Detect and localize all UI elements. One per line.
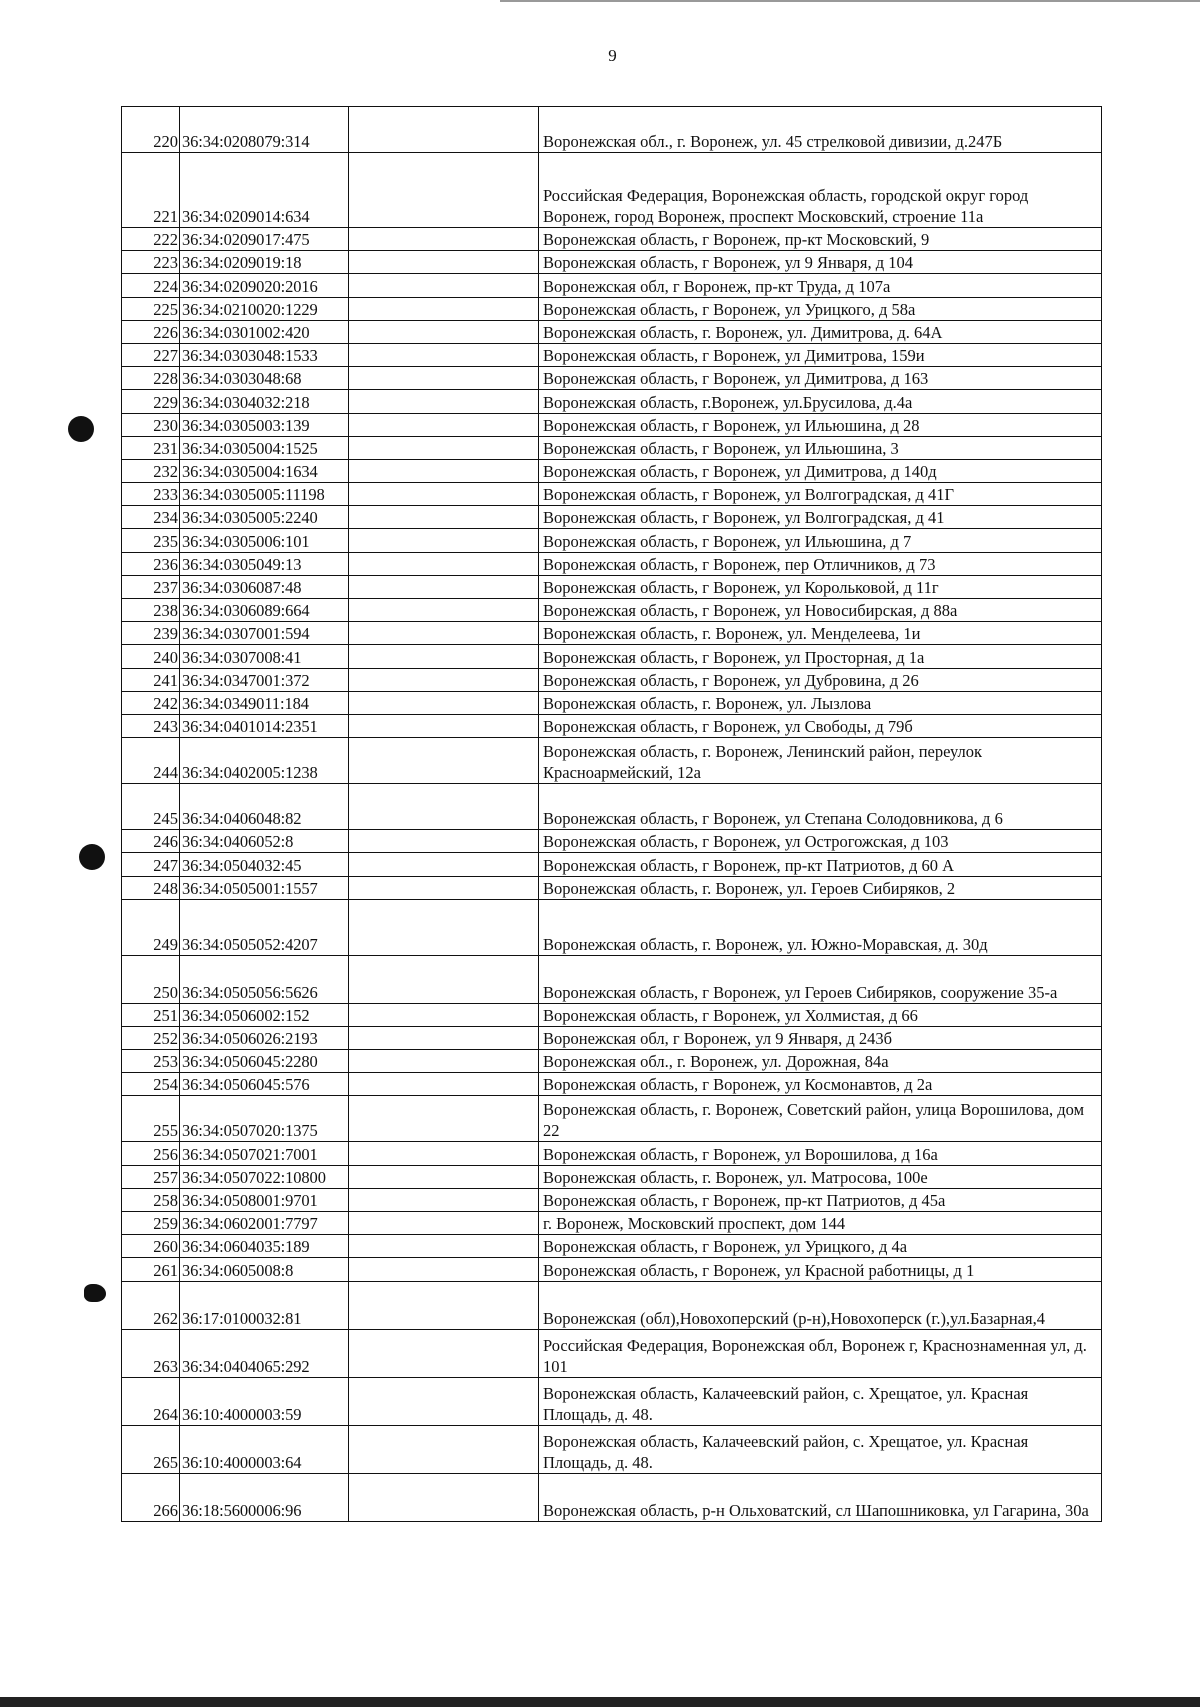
blank-cell (349, 1003, 539, 1026)
table-row (122, 668, 1102, 691)
blank-cell (349, 738, 539, 784)
registry-table (121, 106, 1102, 1522)
table-row (122, 459, 1102, 482)
blank-cell (349, 552, 539, 575)
cadastral-number-cell: 36:10:4000003:64 (180, 1425, 349, 1473)
table-row (122, 784, 1102, 830)
blank-cell (349, 343, 539, 366)
row-number-cell: 242 (122, 691, 180, 714)
table-row (122, 876, 1102, 899)
blank-cell (349, 459, 539, 482)
address-cell: Воронежская область, г Воронеж, пр-кт Патриотов, д 45а (539, 1188, 1102, 1211)
cadastral-number-cell: 36:34:0301002:420 (180, 320, 349, 343)
address-cell: Воронежская область, г Воронеж, ул Ильюшина, д 28 (539, 413, 1102, 436)
blank-cell (349, 1212, 539, 1235)
cadastral-number-cell: 36:34:0506045:2280 (180, 1050, 349, 1073)
table-row (122, 436, 1102, 459)
address-cell: Российская Федерация, Воронежская обл, Воронеж г, Краснознаменная ул, д. 101 (539, 1329, 1102, 1377)
address-cell: Воронежская область, г Воронеж, ул Урицкого, д 58а (539, 297, 1102, 320)
blank-cell (349, 1425, 539, 1473)
address-cell: Воронежская область, г Воронеж, ул Свободы, д 79б (539, 714, 1102, 737)
address-cell: г. Воронеж, Московский проспект, дом 144 (539, 1212, 1102, 1235)
cadastral-number-cell: 36:34:0210020:1229 (180, 297, 349, 320)
row-number-cell: 261 (122, 1258, 180, 1281)
row-number-cell: 233 (122, 483, 180, 506)
cadastral-number-cell: 36:34:0305004:1634 (180, 459, 349, 482)
blank-cell (349, 1329, 539, 1377)
row-number-cell: 254 (122, 1073, 180, 1096)
address-cell: Воронежская область, г Воронеж, ул Космонавтов, д 2а (539, 1073, 1102, 1096)
blank-cell (349, 691, 539, 714)
table-row (122, 1096, 1102, 1142)
row-number-cell: 235 (122, 529, 180, 552)
address-cell: Воронежская область, г Воронеж, ул Димитрова, д 140д (539, 459, 1102, 482)
row-number-cell: 224 (122, 274, 180, 297)
table-row (122, 575, 1102, 598)
table-row (122, 1212, 1102, 1235)
address-cell: Воронежская область, г Воронеж, ул Димитрова, д 163 (539, 367, 1102, 390)
cadastral-number-cell: 36:34:0504032:45 (180, 853, 349, 876)
blank-cell (349, 599, 539, 622)
cadastral-number-cell: 36:34:0305006:101 (180, 529, 349, 552)
cadastral-number-cell: 36:34:0305049:13 (180, 552, 349, 575)
address-cell: Воронежская область, г Воронеж, ул Героев Сибиряков, сооружение 35-а (539, 955, 1102, 1003)
row-number-cell: 220 (122, 107, 180, 153)
cadastral-number-cell: 36:34:0209020:2016 (180, 274, 349, 297)
blank-cell (349, 1142, 539, 1165)
table-row (122, 297, 1102, 320)
row-number-cell: 266 (122, 1473, 180, 1521)
cadastral-number-cell: 36:34:0307008:41 (180, 645, 349, 668)
cadastral-number-cell: 36:34:0604035:189 (180, 1235, 349, 1258)
row-number-cell: 251 (122, 1003, 180, 1026)
cadastral-number-cell: 36:34:0305005:11198 (180, 483, 349, 506)
blank-cell (349, 1165, 539, 1188)
row-number-cell: 223 (122, 251, 180, 274)
address-cell: Воронежская область, г. Воронеж, ул. Героев Сибиряков, 2 (539, 876, 1102, 899)
cadastral-number-cell: 36:34:0505052:4207 (180, 899, 349, 955)
blank-cell (349, 1073, 539, 1096)
address-cell: Воронежская область, г. Воронеж, ул. Лызлова (539, 691, 1102, 714)
row-number-cell: 226 (122, 320, 180, 343)
row-number-cell: 255 (122, 1096, 180, 1142)
table-row (122, 1050, 1102, 1073)
table-row (122, 1473, 1102, 1521)
table-row (122, 228, 1102, 251)
address-cell: Воронежская область, г Воронеж, ул Дубровина, д 26 (539, 668, 1102, 691)
blank-cell (349, 1188, 539, 1211)
table-row (122, 955, 1102, 1003)
table-row (122, 320, 1102, 343)
table-row (122, 413, 1102, 436)
cadastral-number-cell: 36:34:0406052:8 (180, 830, 349, 853)
punch-hole-mark (84, 1284, 106, 1302)
table-row (122, 274, 1102, 297)
row-number-cell: 222 (122, 228, 180, 251)
address-cell: Воронежская область, г. Воронеж, Советский район, улица Ворошилова, дом 22 (539, 1096, 1102, 1142)
cadastral-number-cell: 36:34:0305004:1525 (180, 436, 349, 459)
cadastral-number-cell: 36:34:0507022:10800 (180, 1165, 349, 1188)
table-row (122, 1165, 1102, 1188)
row-number-cell: 265 (122, 1425, 180, 1473)
table-row (122, 1003, 1102, 1026)
blank-cell (349, 228, 539, 251)
blank-cell (349, 955, 539, 1003)
address-cell: Воронежская область, г. Воронеж, ул. Димитрова, д. 64А (539, 320, 1102, 343)
blank-cell (349, 1377, 539, 1425)
blank-cell (349, 830, 539, 853)
row-number-cell: 259 (122, 1212, 180, 1235)
table-row (122, 390, 1102, 413)
cadastral-number-cell: 36:34:0406048:82 (180, 784, 349, 830)
cadastral-number-cell: 36:34:0347001:372 (180, 668, 349, 691)
scan-top-edge (500, 0, 1200, 2)
cadastral-number-cell: 36:18:5600006:96 (180, 1473, 349, 1521)
table-row (122, 622, 1102, 645)
blank-cell (349, 274, 539, 297)
row-number-cell: 231 (122, 436, 180, 459)
row-number-cell: 232 (122, 459, 180, 482)
row-number-cell: 250 (122, 955, 180, 1003)
cadastral-number-cell: 36:34:0505056:5626 (180, 955, 349, 1003)
row-number-cell: 225 (122, 297, 180, 320)
table-row (122, 107, 1102, 153)
table-row (122, 691, 1102, 714)
table-row (122, 1425, 1102, 1473)
blank-cell (349, 1235, 539, 1258)
row-number-cell: 247 (122, 853, 180, 876)
address-cell: Воронежская обл, г Воронеж, пр-кт Труда, д 107а (539, 274, 1102, 297)
row-number-cell: 240 (122, 645, 180, 668)
blank-cell (349, 367, 539, 390)
row-number-cell: 256 (122, 1142, 180, 1165)
address-cell: Воронежская область, г Воронеж, ул 9 Января, д 104 (539, 251, 1102, 274)
row-number-cell: 248 (122, 876, 180, 899)
address-cell: Воронежская область, г Воронеж, ул Урицкого, д 4а (539, 1235, 1102, 1258)
cadastral-number-cell: 36:34:0506045:576 (180, 1073, 349, 1096)
table-row (122, 153, 1102, 228)
table-row (122, 529, 1102, 552)
address-cell: Воронежская область, г Воронеж, ул Холмистая, д 66 (539, 1003, 1102, 1026)
blank-cell (349, 483, 539, 506)
blank-cell (349, 413, 539, 436)
blank-cell (349, 899, 539, 955)
table-row (122, 1142, 1102, 1165)
address-cell: Воронежская область, г Воронеж, пр-кт Патриотов, д 60 А (539, 853, 1102, 876)
row-number-cell: 241 (122, 668, 180, 691)
cadastral-number-cell: 36:34:0305005:2240 (180, 506, 349, 529)
table-row (122, 899, 1102, 955)
table-row (122, 251, 1102, 274)
table-row (122, 552, 1102, 575)
blank-cell (349, 1026, 539, 1049)
table-row (122, 714, 1102, 737)
blank-cell (349, 876, 539, 899)
address-cell: Воронежская область, г. Воронеж, Ленинский район, переулок Красноармейский, 12а (539, 738, 1102, 784)
blank-cell (349, 668, 539, 691)
cadastral-number-cell: 36:34:0307001:594 (180, 622, 349, 645)
punch-hole-mark (79, 844, 105, 870)
table-row (122, 1026, 1102, 1049)
cadastral-number-cell: 36:34:0602001:7797 (180, 1212, 349, 1235)
registry-table-body (122, 107, 1102, 1522)
blank-cell (349, 1050, 539, 1073)
blank-cell (349, 1281, 539, 1329)
address-cell: Воронежская обл, г Воронеж, ул 9 Января, д 243б (539, 1026, 1102, 1049)
page-number: 9 (608, 46, 617, 65)
blank-cell (349, 320, 539, 343)
row-number-cell: 243 (122, 714, 180, 737)
cadastral-number-cell: 36:10:4000003:59 (180, 1377, 349, 1425)
table-row (122, 1281, 1102, 1329)
blank-cell (349, 506, 539, 529)
cadastral-number-cell: 36:34:0208079:314 (180, 107, 349, 153)
address-cell: Воронежская область, г. Воронеж, ул. Менделеева, 1и (539, 622, 1102, 645)
row-number-cell: 244 (122, 738, 180, 784)
cadastral-number-cell: 36:34:0505001:1557 (180, 876, 349, 899)
blank-cell (349, 645, 539, 668)
row-number-cell: 237 (122, 575, 180, 598)
address-cell: Воронежская область, г Воронеж, ул Волгоградская, д 41Г (539, 483, 1102, 506)
blank-cell (349, 1258, 539, 1281)
cadastral-number-cell: 36:34:0305003:139 (180, 413, 349, 436)
table-row (122, 1258, 1102, 1281)
address-cell: Воронежская область, г Воронеж, ул Просторная, д 1а (539, 645, 1102, 668)
cadastral-number-cell: 36:34:0605008:8 (180, 1258, 349, 1281)
blank-cell (349, 714, 539, 737)
address-cell: Воронежская область, г Воронеж, ул Новосибирская, д 88а (539, 599, 1102, 622)
cadastral-number-cell: 36:34:0508001:9701 (180, 1188, 349, 1211)
table-row (122, 343, 1102, 366)
row-number-cell: 262 (122, 1281, 180, 1329)
table-row (122, 645, 1102, 668)
cadastral-number-cell: 36:34:0303048:1533 (180, 343, 349, 366)
cadastral-number-cell: 36:34:0506026:2193 (180, 1026, 349, 1049)
cadastral-number-cell: 36:34:0404065:292 (180, 1329, 349, 1377)
blank-cell (349, 153, 539, 228)
row-number-cell: 252 (122, 1026, 180, 1049)
address-cell: Воронежская область, г Воронеж, ул Ильюшина, 3 (539, 436, 1102, 459)
row-number-cell: 221 (122, 153, 180, 228)
address-cell: Воронежская область, г Воронеж, пер Отличников, д 73 (539, 552, 1102, 575)
row-number-cell: 234 (122, 506, 180, 529)
cadastral-number-cell: 36:34:0209017:475 (180, 228, 349, 251)
table-row (122, 1073, 1102, 1096)
blank-cell (349, 529, 539, 552)
table-row (122, 599, 1102, 622)
cadastral-number-cell: 36:34:0306087:48 (180, 575, 349, 598)
table-row (122, 367, 1102, 390)
address-cell: Воронежская область, г Воронеж, ул Ильюшина, д 7 (539, 529, 1102, 552)
address-cell: Воронежская область, г Воронеж, ул Степана Солодовникова, д 6 (539, 784, 1102, 830)
row-number-cell: 230 (122, 413, 180, 436)
table-row (122, 830, 1102, 853)
table-row (122, 853, 1102, 876)
address-cell: Воронежская область, р-н Ольховатский, сл Шапошниковка, ул Гагарина, 30а (539, 1473, 1102, 1521)
row-number-cell: 228 (122, 367, 180, 390)
row-number-cell: 239 (122, 622, 180, 645)
cadastral-number-cell: 36:34:0303048:68 (180, 367, 349, 390)
cadastral-number-cell: 36:34:0506002:152 (180, 1003, 349, 1026)
cadastral-number-cell: 36:34:0507020:1375 (180, 1096, 349, 1142)
address-cell: Воронежская область, г. Воронеж, ул. Южно-Моравская, д. 30д (539, 899, 1102, 955)
cadastral-number-cell: 36:34:0306089:664 (180, 599, 349, 622)
address-cell: Воронежская (обл),Новохоперский (р-н),Новохоперск (г.),ул.Базарная,4 (539, 1281, 1102, 1329)
cadastral-number-cell: 36:34:0304032:218 (180, 390, 349, 413)
address-cell: Воронежская область, г.Воронеж, ул.Брусилова, д.4а (539, 390, 1102, 413)
address-cell: Воронежская область, г Воронеж, ул Волгоградская, д 41 (539, 506, 1102, 529)
cadastral-number-cell: 36:34:0349011:184 (180, 691, 349, 714)
address-cell: Воронежская область, г Воронеж, ул Острогожская, д 103 (539, 830, 1102, 853)
address-cell: Воронежская обл., г. Воронеж, ул. 45 стрелковой дивизии, д.247Б (539, 107, 1102, 153)
blank-cell (349, 853, 539, 876)
table-row (122, 1235, 1102, 1258)
address-cell: Воронежская область, г Воронеж, ул Корольковой, д 11г (539, 575, 1102, 598)
punch-hole-mark (68, 416, 94, 442)
row-number-cell: 236 (122, 552, 180, 575)
table-row (122, 738, 1102, 784)
row-number-cell: 229 (122, 390, 180, 413)
cadastral-number-cell: 36:34:0209014:634 (180, 153, 349, 228)
table-row (122, 1188, 1102, 1211)
row-number-cell: 238 (122, 599, 180, 622)
cadastral-number-cell: 36:34:0401014:2351 (180, 714, 349, 737)
row-number-cell: 249 (122, 899, 180, 955)
blank-cell (349, 622, 539, 645)
blank-cell (349, 390, 539, 413)
cadastral-number-cell: 36:34:0402005:1238 (180, 738, 349, 784)
address-cell: Воронежская обл., г. Воронеж, ул. Дорожная, 84а (539, 1050, 1102, 1073)
blank-cell (349, 1096, 539, 1142)
table-row (122, 506, 1102, 529)
address-cell: Воронежская область, г Воронеж, ул Ворошилова, д 16а (539, 1142, 1102, 1165)
table-row (122, 1329, 1102, 1377)
blank-cell (349, 1473, 539, 1521)
blank-cell (349, 251, 539, 274)
address-cell: Воронежская область, г. Воронеж, ул. Матросова, 100е (539, 1165, 1102, 1188)
scan-bottom-edge (0, 1697, 1200, 1707)
cadastral-number-cell: 36:34:0507021:7001 (180, 1142, 349, 1165)
cadastral-number-cell: 36:17:0100032:81 (180, 1281, 349, 1329)
address-cell: Воронежская область, г Воронеж, ул Красной работницы, д 1 (539, 1258, 1102, 1281)
row-number-cell: 257 (122, 1165, 180, 1188)
table-row (122, 483, 1102, 506)
row-number-cell: 258 (122, 1188, 180, 1211)
row-number-cell: 264 (122, 1377, 180, 1425)
address-cell: Российская Федерация, Воронежская область, городской округ город Воронеж, город Воронеж, проспект Московский, строение 11а (539, 153, 1102, 228)
row-number-cell: 253 (122, 1050, 180, 1073)
address-cell: Воронежская область, г Воронеж, ул Димитрова, 159и (539, 343, 1102, 366)
address-cell: Воронежская область, г Воронеж, пр-кт Московский, 9 (539, 228, 1102, 251)
address-cell: Воронежская область, Калачеевский район, с. Хрещатое, ул. Красная Площадь, д. 48. (539, 1425, 1102, 1473)
address-cell: Воронежская область, Калачеевский район, с. Хрещатое, ул. Красная Площадь, д. 48. (539, 1377, 1102, 1425)
blank-cell (349, 784, 539, 830)
cadastral-number-cell: 36:34:0209019:18 (180, 251, 349, 274)
blank-cell (349, 436, 539, 459)
row-number-cell: 227 (122, 343, 180, 366)
blank-cell (349, 575, 539, 598)
blank-cell (349, 107, 539, 153)
row-number-cell: 260 (122, 1235, 180, 1258)
row-number-cell: 245 (122, 784, 180, 830)
row-number-cell: 263 (122, 1329, 180, 1377)
row-number-cell: 246 (122, 830, 180, 853)
blank-cell (349, 297, 539, 320)
table-row (122, 1377, 1102, 1425)
